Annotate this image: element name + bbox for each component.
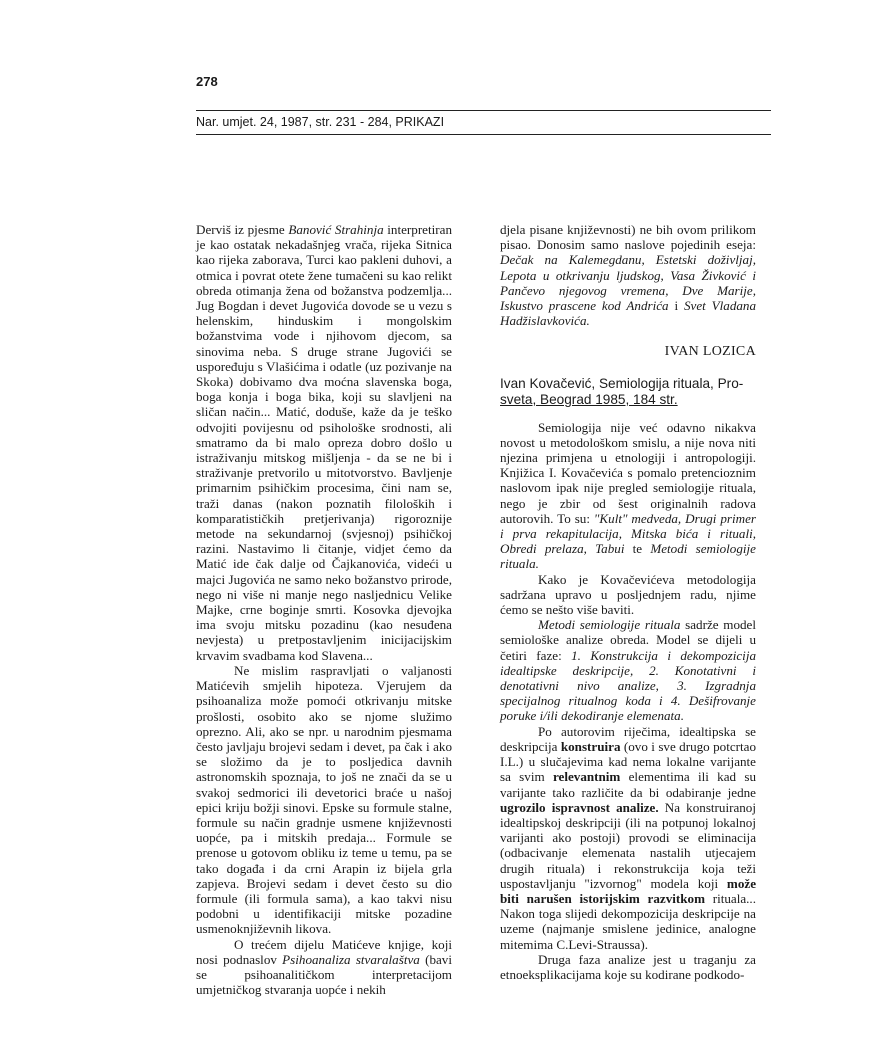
right-column xyxy=(500,222,756,982)
paragraph xyxy=(500,222,756,328)
text-run: relevantnim xyxy=(552,769,621,785)
review-heading-line: sveta, Beograd 1985, 184 str. xyxy=(500,391,678,407)
header-rule-bottom xyxy=(196,134,771,135)
paragraph xyxy=(196,937,452,998)
page-number: 278 xyxy=(196,74,218,89)
text-run: Dečak na Kalemegdanu, Estetski doživljaj, Lepota u otkrivanju ljudskog, Vasa Živković i Pančevo njegovog vremena, Dve Marije, Iskustvo prascene kod Andrića xyxy=(500,252,756,314)
text-run: Semiologija nije već odavno nikakva novost u metodološkom smislu, a nije nova niti njezina primjena u etnologiji i antropologiji. Knjižica I. Kovačevića s pomalo pretencioznim naslovom ipak nije pregled semiologije rituala, nego je zbir od šest originalnih radova autorovih. To su: xyxy=(500,419,756,526)
text-run: Po autorovim riječima, idealtipska se deskripcija xyxy=(500,723,756,754)
paragraph xyxy=(500,572,756,618)
reviewer-signature: IVAN LOZICA xyxy=(664,344,756,360)
paragraph xyxy=(500,420,756,572)
text-run: Banović Strahinja xyxy=(288,222,384,237)
paragraph xyxy=(196,663,452,937)
text-run: Ne mislim raspravljati o valjanosti Matićevih smjelih hipoteza. Vjerujem da psihoanaliza može pomoći otkrivanju mitske prošlosti, osobito ako se njome služimo oprezno. Ali, ako se npr. u narodnim pjesmama često javljaju brojevi sedam i devet, pa čak i ako se složimo da je to posljedica davnih astronomskih spoznaja, to još ne znači da se u svakoj sedmorici ili devetorici braće u našoj epici kriju božji sinovi. Epske su formule stalne, formule su način gradnje usmene književnosti uopće, pa i mitskih predaja... Formule se prenose u gotovom obliku iz teme u temu, pa se tako događa i da crni Arapin iz bijela grla zapjeva. Brojevi sedam i devet često su dio formule (ili formula sama), a kao takvi nisu podobni u identifikaciji mitske pozadine usmenoknjiževnih likova. xyxy=(196,662,452,937)
text-run: elementima ili kad su varijante tako različite da bi odabiranje jedne xyxy=(500,769,756,800)
text-run: može biti narušen istorijskim razvitkom xyxy=(500,875,756,906)
text-run: i xyxy=(668,298,684,314)
paragraph xyxy=(500,724,756,952)
text-run: O trećem dijelu Matićeve knjige, koji nosi podnaslov xyxy=(196,936,452,967)
text-run: Derviš iz pjesme xyxy=(196,222,289,237)
running-header: Nar. umjet. 24, 1987, str. 231 - 284, PRIKAZI xyxy=(196,115,445,129)
text-run: Metodi semiologije rituala. xyxy=(500,541,756,572)
text-run: Na konstruiranoj idealtipskoj deskripciji (ili na potpunoj lokalnoj varijanti ako postoji) provodi se eliminacija (odbacivanje elemenata nastalih utjecajem drugih rituala) i rekonstrukcija koja teži uspostavljanju "izvornog" modela koji xyxy=(500,799,756,891)
header-rule-top xyxy=(196,110,771,111)
text-run: (ovo i sve drugo potcrtao I.L.) u slučajevima kad nema lokalne varijante sa svim xyxy=(500,738,756,785)
paragraph xyxy=(500,952,756,982)
paragraph xyxy=(500,617,756,723)
text-run: Kako je Kovačevićeva metodologija sadržana upravo u posljednjem radu, njime ćemo se nešto više baviti. xyxy=(500,571,756,618)
paragraph xyxy=(196,222,452,663)
text-run: "Kult" medveda, Drugi primer i prva rekapitulacija, Mitska bića i rituali, Obredi prelaza, Tabui xyxy=(500,510,756,557)
text-run: te xyxy=(624,541,651,557)
text-run: (bavi se psihoanalitičkom interpretacijom umjetničkog stvaranja uopće i nekih xyxy=(196,951,452,998)
left-column xyxy=(196,222,452,997)
text-run: 1. Konstrukcija i dekompozicija idealtipske deskripcije, 2. Konotativni i denotativni nivo analize, 3. Izgradnja specijalnog ritualnog koda i 4. Dešifrovanje poruke i/ili dekodiranje elemenata. xyxy=(500,647,756,724)
review-heading-line: Ivan Kovačević, Semiologija rituala, Pro- xyxy=(500,375,744,391)
text-run: sadrže model semiološke analize obreda. Model se dijeli u četiri faze: xyxy=(500,617,756,663)
text-run: ugrozilo ispravnost analize. xyxy=(500,799,659,815)
text-run: rituala... Nakon toga slijedi dekompozicija deskripcije na uzeme (najmanje smislene jedinice, analogne mitemima C.Levi-Straussa). xyxy=(500,890,756,952)
text-run: konstruira xyxy=(560,738,621,754)
text-run: Metodi semiologije rituala xyxy=(538,617,681,633)
review-heading xyxy=(500,376,756,408)
text-run: Druga faza analize jest u traganju za etnoeksplikacijama koje su kodirane podkodo- xyxy=(500,951,756,982)
text-run: djela pisane književnosti) ne bih ovom prilikom pisao. Donosim samo naslove pojedinih eseja: xyxy=(500,222,756,253)
text-run: interpretiran je kao ostatak nekadašnjeg vrača, rijeka Sitnica kao rijeka zaborava, Turci kao pakleni duhovi, a otmica i povrat otete žene tumačeni su kao relikt obreda otimanja žena od božanstva podzemlja... Jug Bogdan i devet Jugovića dovode se u vezu s helenskim, hinduskim i mongolskim božanstvima vode i njihovom djecom, sa sinovima neba. S druge strane Jugovići se uspoređuju s Vlašićima i odatle (uz pozivanje na Skoka) dobivamo dva moćna slavenska boga, boga konja i boga bika, koji su slavljeni na sličan način... Matić, doduše, kaže da je teško odvojiti povijesnu od psihološke srodnosti, ali smatramo da bi malo opreza dobro došlo u istraživanju mitskog mišljenja - da se ne bi i straživanje pretvorilo u mitotvorstvo. Bavljenje primarnim psihičkim procesima, čini nam se, traži danas (nakon poznatih filoloških i komparatističkih pretjerivanja) rigoroznije metode na sekundarnoj (svjesnoj) psihičkoj razini. Nastavimo li čitanje, vidjet ćemo da Matić ide čak dalje od Čajkanovića, videći u majci Jugovića ne samo neko božanstvo prirode, nego ni više ni manje nego nasljednicu Velike Majke, crne boginje smrti. Kosovka djevojka ima svoju mitsku pozadinu (kao nesuđena nevjesta) u pretpostavljenim inicijacijskim krvavim svadbama kod Slavena... xyxy=(196,222,452,663)
text-run: Psihoanaliza stvaralaštva xyxy=(282,951,420,967)
text-run: Svet Vladana Hadžislavkovića. xyxy=(500,298,757,329)
